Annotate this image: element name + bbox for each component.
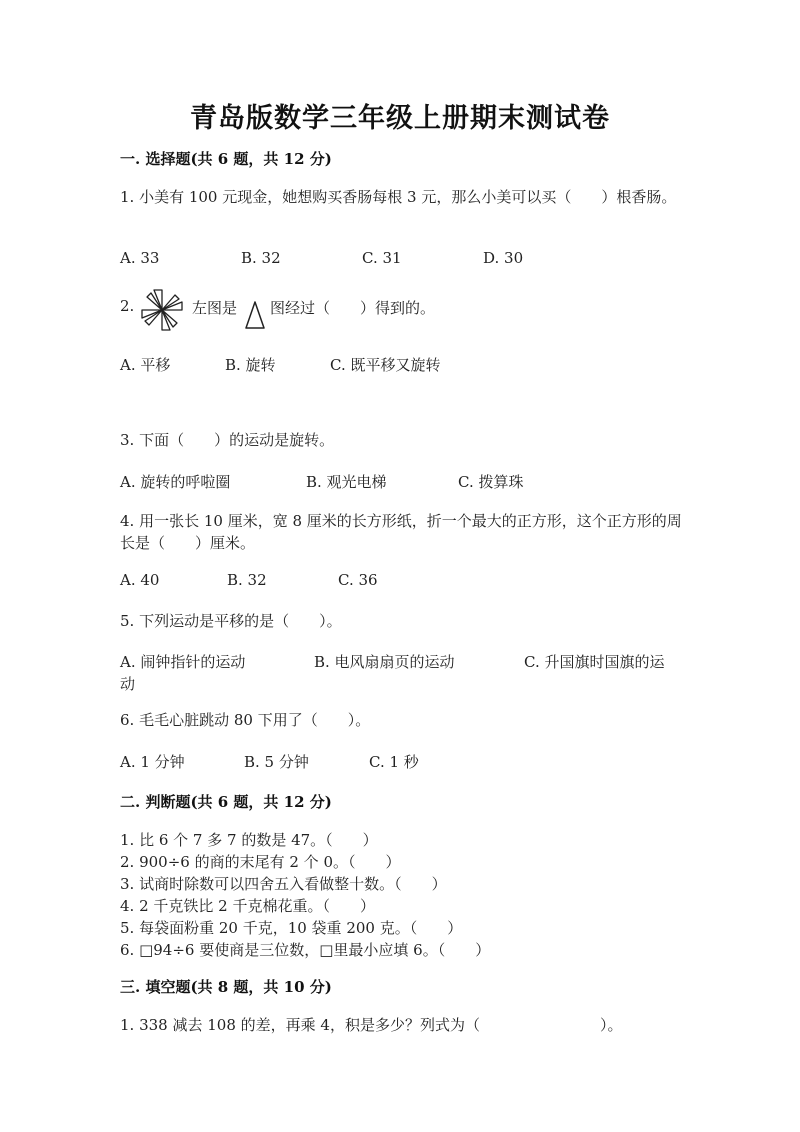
section-heading-fill: 三. 填空题(共 8 题，共 10 分) [120,978,332,996]
question-4: 4. 用一张长 10 厘米，宽 8 厘米的长方形纸，折一个最大的正方形，这个正方形的周长是（ ）厘米。 [120,512,682,552]
option-2b: B. 旋转 [225,356,276,374]
judge-item-5: 5. 每袋面粉重 20 千克，10 袋重 200 克。（ ） [120,919,463,937]
question-2-stem-a: 左图是 [192,299,238,317]
option-5c: C. 升国旗时国旗的运 [524,653,665,671]
judge-item-3: 3. 试商时除数可以四舍五入看做整十数。（ ） [120,875,447,893]
option-1d: D. 30 [483,249,524,267]
option-1b: B. 32 [241,249,281,267]
option-3a: A. 旋转的呼啦圈 [120,473,231,491]
option-2c: C. 既平移又旋转 [330,356,441,374]
option-1c: C. 31 [362,249,402,267]
option-6a: A. 1 分钟 [120,753,185,771]
section-heading-choice: 一. 选择题(共 6 题，共 12 分) [120,150,332,168]
option-5b: B. 电风扇扇页的运动 [314,653,455,671]
option-4c: C. 36 [338,571,378,589]
judge-item-1: 1. 比 6 个 7 多 7 的数是 47。（ ） [120,831,378,849]
option-3c: C. 拨算珠 [458,473,524,491]
option-4a: A. 40 [120,571,160,589]
option-3b: B. 观光电梯 [306,473,387,491]
judge-item-6: 6. □94÷6 要使商是三位数，□里最小应填 6。（ ） [120,941,491,959]
question-6: 6. 毛毛心脏跳动 80 下用了（ ）。 [120,711,371,729]
fill-item-1: 1. 338 减去 108 的差，再乘 4，积是多少？列式为（ ）。 [120,1016,623,1034]
question-1: 1. 小美有 100 元现金，她想购买香肠每根 3 元，那么小美可以买（ ）根香肠。 [120,188,677,206]
question-2-stem-b: 图经过（ ）得到的。 [270,299,436,317]
question-5: 5. 下列运动是平移的是（ ）。 [120,612,342,630]
question-2-number: 2. [120,297,135,315]
judge-item-4: 4. 2 千克铁比 2 千克棉花重。（ ） [120,897,375,915]
option-5a: A. 闹钟指针的运动 [120,653,246,671]
judge-item-2: 2. 900÷6 的商的末尾有 2 个 0。（ ） [120,853,401,871]
option-4b: B. 32 [227,571,267,589]
triangle-figure-icon [244,300,266,330]
option-5c-wrap: 动 [120,675,136,693]
windmill-figure-icon [140,288,184,332]
option-1a: A. 33 [120,249,160,267]
page-title: 青岛版数学三年级上册期末测试卷 [190,103,610,134]
option-6b: B. 5 分钟 [244,753,309,771]
option-2a: A. 平移 [120,356,171,374]
option-6c: C. 1 秒 [369,753,419,771]
section-heading-judge: 二. 判断题(共 6 题，共 12 分) [120,793,332,811]
question-3: 3. 下面（ ）的运动是旋转。 [120,431,335,449]
